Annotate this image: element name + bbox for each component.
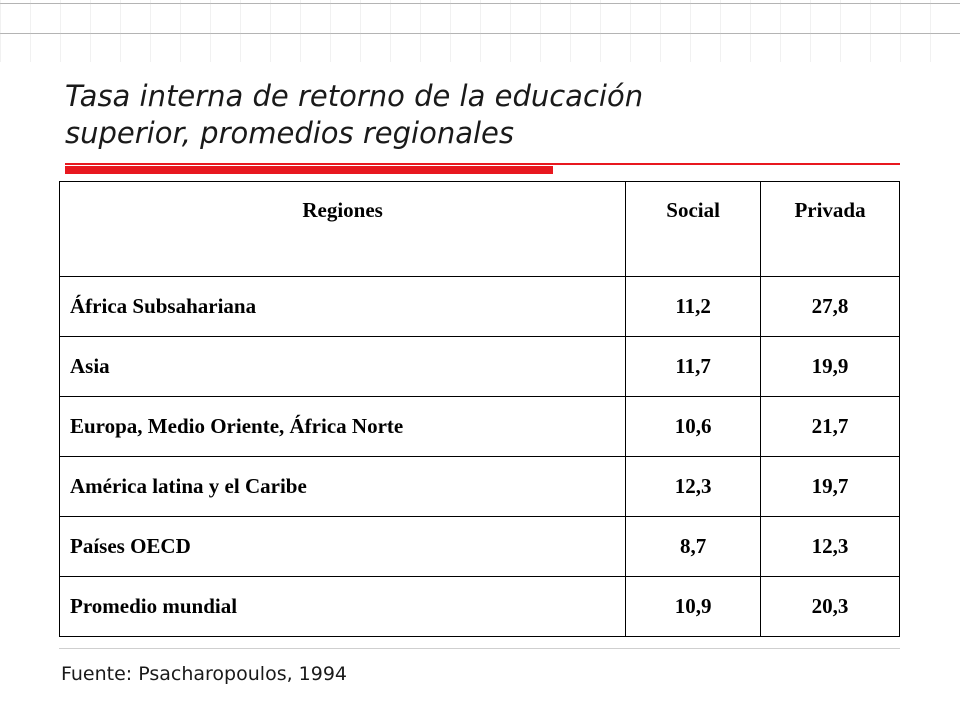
table-header-row [60, 182, 900, 277]
returns-table-container [59, 181, 900, 637]
cell-social: 10,6 [626, 397, 761, 457]
source-note: Fuente: Psacharopoulos, 1994 [61, 663, 348, 685]
cell-social: 11,7 [626, 337, 761, 397]
table-row [60, 517, 900, 577]
cell-region: Países OECD [60, 517, 626, 577]
slide-title [65, 78, 905, 152]
header-grid-vertical [0, 0, 960, 62]
footer-divider [59, 648, 900, 649]
cell-privada: 12,3 [761, 517, 900, 577]
title-line-1: Tasa interna de retorno de la educación [65, 79, 644, 113]
cell-region: Asia [60, 337, 626, 397]
title-line-2: superior, promedios regionales [65, 116, 514, 150]
cell-privada: 19,9 [761, 337, 900, 397]
header-regiones: Regiones [60, 182, 626, 277]
title-underline [65, 163, 900, 165]
cell-region: Europa, Medio Oriente, África Norte [60, 397, 626, 457]
table-row [60, 577, 900, 637]
cell-region: África Subsahariana [60, 277, 626, 337]
cell-privada: 21,7 [761, 397, 900, 457]
cell-region: América latina y el Caribe [60, 457, 626, 517]
table-row [60, 277, 900, 337]
table-row [60, 337, 900, 397]
cell-social: 11,2 [626, 277, 761, 337]
cell-social: 12,3 [626, 457, 761, 517]
cell-social: 8,7 [626, 517, 761, 577]
table-row [60, 457, 900, 517]
cell-social: 10,9 [626, 577, 761, 637]
header-social: Social [626, 182, 761, 277]
cell-privada: 20,3 [761, 577, 900, 637]
header-privada: Privada [761, 182, 900, 277]
cell-privada: 27,8 [761, 277, 900, 337]
cell-region: Promedio mundial [60, 577, 626, 637]
table-row [60, 397, 900, 457]
cell-privada: 19,7 [761, 457, 900, 517]
returns-table [59, 181, 900, 637]
title-accent-bar [65, 166, 553, 174]
